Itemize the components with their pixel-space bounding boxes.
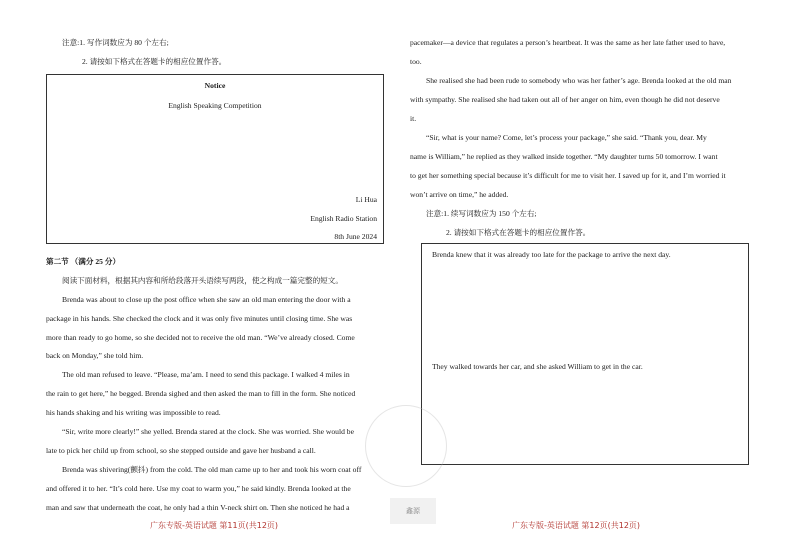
- right-footer: 广东专版-英语试题 第12页(共12页): [512, 521, 641, 530]
- story-line: the rain to get here,” he begged. Brenda sighed and then asked the man to fill in the form. She noticed: [46, 389, 356, 398]
- notice-subtitle: English Speaking Competition: [168, 101, 262, 110]
- writing-note-2: 2. 请按如下格式在答题卡的相应位置作答。: [82, 57, 227, 66]
- notice-heading: Notice: [204, 81, 226, 90]
- notice-sign-name: Li Hua: [355, 195, 377, 204]
- story-line: too.: [410, 57, 422, 66]
- story-line: won’t arrive on time,” he added.: [410, 190, 509, 199]
- left-footer: 广东专版-英语试题 第11页(共12页): [150, 521, 279, 530]
- continuation-note-2: 2. 请按如下格式在答题卡的相应位置作答。: [446, 228, 591, 237]
- story-line: “Sir, what is your name? Come, let’s process your package,” she said. “Thank you, dear. My: [426, 133, 707, 142]
- story-line: to get her something special because it’s difficult for me to visit her. I saved up for it, and I’m worried it: [410, 171, 726, 180]
- writing-note-1: 注意:1. 写作词数应为 80 个左右;: [62, 38, 169, 47]
- story-line: man and saw that underneath the coat, he only had a thin V-neck shirt on. Then she noticed he had a: [46, 503, 350, 512]
- story-line: back on Monday,” she told him.: [46, 351, 144, 360]
- watermark-seal: [365, 405, 447, 487]
- story-line: late to pick her child up from school, so she stepped outside and gave her husband a call.: [46, 446, 316, 455]
- story-line: “Sir, write more clearly!” she yelled. Brenda stared at the clock. She was worried. She would be: [62, 427, 354, 436]
- story-line: package in his hands. She checked the clock and it was only five minutes until closing time. She was: [46, 314, 353, 323]
- paragraph-1-opening: Brenda knew that it was already too late for the package to arrive the next day.: [432, 250, 671, 259]
- story-line: it.: [410, 114, 417, 123]
- continuation-note-1: 注意:1. 续写词数应为 150 个左右;: [426, 209, 537, 218]
- notice-sign-org: English Radio Station: [310, 214, 377, 223]
- notice-sign-date: 8th June 2024: [334, 232, 377, 241]
- section-title: 第二节 （满分 25 分）: [46, 257, 121, 266]
- story-line: Brenda was about to close up the post office when she saw an old man entering the door with a: [62, 295, 351, 304]
- story-line: his hands shaking and his writing was impossible to read.: [46, 408, 221, 417]
- story-line: She realised she had been rude to somebody who was her father’s age. Brenda looked at the old man: [426, 76, 732, 85]
- story-line: and offered it to her. “It’s cold here. Use my coat to warm you,” he said kindly. Brenda looked at the: [46, 484, 351, 493]
- story-line: name is William,” he replied as they walked inside together. “My daughter turns 50 tomorrow. I want: [410, 152, 718, 161]
- story-line: with sympathy. She realised she had taken out all of her anger on him, even though he did not deserve: [410, 95, 720, 104]
- story-line: Brenda was shivering(颤抖) from the cold. The old man came up to her and took his worn coat off: [62, 465, 362, 474]
- section-instruction: 阅读下面材料，根据其内容和所给段落开头语续写两段，使之构成一篇完整的短文。: [62, 276, 343, 285]
- story-line: The old man refused to leave. “Please, ma’am. I need to send this package. I walked 4 miles in: [62, 370, 350, 379]
- paragraph-2-opening: They walked towards her car, and she asked William to get in the car.: [432, 362, 643, 371]
- notice-box: [46, 74, 384, 244]
- continuation-writing-box: [421, 243, 749, 465]
- scan-stamp: 鑫源: [390, 498, 436, 524]
- story-line: pacemaker—a device that regulates a person’s heartbeat. It was the same as her late father used to have,: [410, 38, 726, 47]
- story-line: more than ready to go home, so she decided not to receive the old man. “We’ve already closed. Come: [46, 333, 355, 342]
